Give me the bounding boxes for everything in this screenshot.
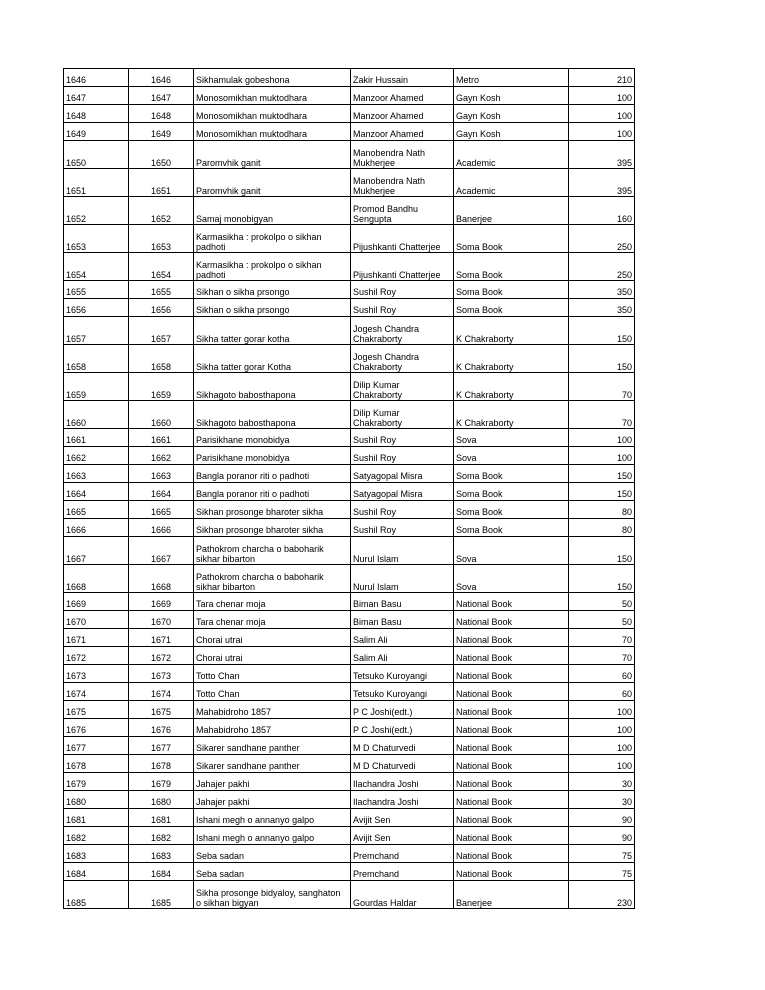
author-cell: Ilachandra Joshi xyxy=(351,791,454,809)
accession-number-cell: 1669 xyxy=(129,593,194,611)
serial-number-cell: 1656 xyxy=(64,299,129,317)
author-cell: Premchand xyxy=(351,863,454,881)
table-row xyxy=(64,755,635,773)
accession-number-cell: 1681 xyxy=(129,809,194,827)
accession-number-cell: 1648 xyxy=(129,105,194,123)
serial-number-cell: 1684 xyxy=(64,863,129,881)
serial-number-cell: 1677 xyxy=(64,737,129,755)
book-title-cell: Seba sadan xyxy=(194,845,351,863)
accession-number-cell: 1674 xyxy=(129,683,194,701)
book-title-cell: Parisikhane monobidya xyxy=(194,429,351,447)
price-cell: 70 xyxy=(569,647,635,665)
publisher-cell: Sova xyxy=(454,447,569,465)
accession-number-cell: 1679 xyxy=(129,773,194,791)
author-cell: Manzoor Ahamed xyxy=(351,87,454,105)
author-cell: Dilip Kumar Chakraborty xyxy=(351,373,454,401)
price-cell: 150 xyxy=(569,565,635,593)
author-cell: M D Chaturvedi xyxy=(351,737,454,755)
price-cell: 60 xyxy=(569,665,635,683)
accession-number-cell: 1677 xyxy=(129,737,194,755)
price-cell: 75 xyxy=(569,845,635,863)
book-title-cell: Jahajer pakhi xyxy=(194,773,351,791)
book-title-cell: Sikha tatter gorar kotha xyxy=(194,317,351,345)
accession-number-cell: 1676 xyxy=(129,719,194,737)
book-title-cell: Karmasikha : prokolpo o sikhan padhoti xyxy=(194,225,351,253)
serial-number-cell: 1676 xyxy=(64,719,129,737)
author-cell: Sushil Roy xyxy=(351,429,454,447)
author-cell: Avijit Sen xyxy=(351,809,454,827)
serial-number-cell: 1681 xyxy=(64,809,129,827)
price-cell: 90 xyxy=(569,827,635,845)
book-title-cell: Totto Chan xyxy=(194,683,351,701)
table-row xyxy=(64,737,635,755)
book-title-cell: Paromvhik ganit xyxy=(194,141,351,169)
price-cell: 150 xyxy=(569,345,635,373)
author-cell: Manzoor Ahamed xyxy=(351,105,454,123)
publisher-cell: National Book xyxy=(454,773,569,791)
table-row xyxy=(64,537,635,565)
price-cell: 50 xyxy=(569,593,635,611)
serial-number-cell: 1660 xyxy=(64,401,129,429)
author-cell: Satyagopal Misra xyxy=(351,465,454,483)
price-cell: 150 xyxy=(569,483,635,501)
author-cell: Satyagopal Misra xyxy=(351,483,454,501)
publisher-cell: National Book xyxy=(454,863,569,881)
table-row xyxy=(64,447,635,465)
publisher-cell: Soma Book xyxy=(454,253,569,281)
accession-number-cell: 1654 xyxy=(129,253,194,281)
book-title-cell: Sikhagoto babosthapona xyxy=(194,401,351,429)
book-title-cell: Paromvhik ganit xyxy=(194,169,351,197)
price-cell: 100 xyxy=(569,105,635,123)
accession-number-cell: 1661 xyxy=(129,429,194,447)
author-cell: Avijit Sen xyxy=(351,827,454,845)
table-row xyxy=(64,809,635,827)
accession-number-cell: 1668 xyxy=(129,565,194,593)
book-title-cell: Sikhan o sikha prsongo xyxy=(194,281,351,299)
publisher-cell: National Book xyxy=(454,629,569,647)
serial-number-cell: 1646 xyxy=(64,69,129,87)
publisher-cell: National Book xyxy=(454,755,569,773)
author-cell: Tetsuko Kuroyangi xyxy=(351,665,454,683)
publisher-cell: Gayn Kosh xyxy=(454,87,569,105)
author-cell: Biman Basu xyxy=(351,611,454,629)
publisher-cell: K Chakraborty xyxy=(454,373,569,401)
serial-number-cell: 1685 xyxy=(64,881,129,909)
publisher-cell: Soma Book xyxy=(454,465,569,483)
accession-number-cell: 1652 xyxy=(129,197,194,225)
author-cell: Premchand xyxy=(351,845,454,863)
accession-number-cell: 1665 xyxy=(129,501,194,519)
author-cell: P C Joshi(edt.) xyxy=(351,719,454,737)
book-title-cell: Mahabidroho 1857 xyxy=(194,719,351,737)
book-title-cell: Totto Chan xyxy=(194,665,351,683)
table-row xyxy=(64,429,635,447)
price-cell: 100 xyxy=(569,737,635,755)
table-row xyxy=(64,519,635,537)
author-cell: Tetsuko Kuroyangi xyxy=(351,683,454,701)
publisher-cell: Sova xyxy=(454,537,569,565)
register-body xyxy=(64,69,635,909)
price-cell: 100 xyxy=(569,87,635,105)
author-cell: M D Chaturvedi xyxy=(351,755,454,773)
table-row xyxy=(64,683,635,701)
price-cell: 100 xyxy=(569,447,635,465)
table-row xyxy=(64,719,635,737)
publisher-cell: Metro xyxy=(454,69,569,87)
price-cell: 395 xyxy=(569,169,635,197)
accession-number-cell: 1685 xyxy=(129,881,194,909)
book-title-cell: Bangla poranor riti o padhoti xyxy=(194,483,351,501)
publisher-cell: Soma Book xyxy=(454,281,569,299)
book-title-cell: Chorai utrai xyxy=(194,647,351,665)
price-cell: 150 xyxy=(569,317,635,345)
publisher-cell: National Book xyxy=(454,647,569,665)
table-row xyxy=(64,141,635,169)
price-cell: 350 xyxy=(569,281,635,299)
table-row xyxy=(64,87,635,105)
accession-number-cell: 1649 xyxy=(129,123,194,141)
table-row xyxy=(64,593,635,611)
book-title-cell: Ishani megh o annanyo galpo xyxy=(194,827,351,845)
price-cell: 250 xyxy=(569,225,635,253)
table-row xyxy=(64,197,635,225)
serial-number-cell: 1670 xyxy=(64,611,129,629)
publisher-cell: Soma Book xyxy=(454,299,569,317)
book-title-cell: Monosomikhan muktodhara xyxy=(194,123,351,141)
publisher-cell: Soma Book xyxy=(454,483,569,501)
price-cell: 250 xyxy=(569,253,635,281)
serial-number-cell: 1652 xyxy=(64,197,129,225)
price-cell: 70 xyxy=(569,401,635,429)
serial-number-cell: 1662 xyxy=(64,447,129,465)
table-row xyxy=(64,299,635,317)
book-title-cell: Sikha tatter gorar Kotha xyxy=(194,345,351,373)
book-title-cell: Tara chenar moja xyxy=(194,593,351,611)
accession-number-cell: 1667 xyxy=(129,537,194,565)
publisher-cell: K Chakraborty xyxy=(454,345,569,373)
book-title-cell: Sikarer sandhane panther xyxy=(194,737,351,755)
publisher-cell: National Book xyxy=(454,593,569,611)
serial-number-cell: 1665 xyxy=(64,501,129,519)
serial-number-cell: 1664 xyxy=(64,483,129,501)
table-row xyxy=(64,565,635,593)
table-row xyxy=(64,123,635,141)
book-title-cell: Tara chenar moja xyxy=(194,611,351,629)
table-row xyxy=(64,373,635,401)
publisher-cell: National Book xyxy=(454,845,569,863)
price-cell: 100 xyxy=(569,123,635,141)
author-cell: Dilip Kumar Chakraborty xyxy=(351,401,454,429)
publisher-cell: National Book xyxy=(454,701,569,719)
serial-number-cell: 1648 xyxy=(64,105,129,123)
accession-number-cell: 1664 xyxy=(129,483,194,501)
accession-number-cell: 1673 xyxy=(129,665,194,683)
author-cell: Nurul Islam xyxy=(351,565,454,593)
book-title-cell: Sikarer sandhane panther xyxy=(194,755,351,773)
publisher-cell: Soma Book xyxy=(454,519,569,537)
accession-number-cell: 1650 xyxy=(129,141,194,169)
publisher-cell: Sova xyxy=(454,429,569,447)
table-row xyxy=(64,665,635,683)
author-cell: Ilachandra Joshi xyxy=(351,773,454,791)
author-cell: Salim Ali xyxy=(351,629,454,647)
serial-number-cell: 1654 xyxy=(64,253,129,281)
book-title-cell: Pathokrom charcha o baboharik sikhar bibarton xyxy=(194,565,351,593)
book-title-cell: Pathokrom charcha o baboharik sikhar bibarton xyxy=(194,537,351,565)
author-cell: Promod Bandhu Sengupta xyxy=(351,197,454,225)
book-title-cell: Sikhan prosonge bharoter sikha xyxy=(194,519,351,537)
serial-number-cell: 1647 xyxy=(64,87,129,105)
publisher-cell: Gayn Kosh xyxy=(454,105,569,123)
table-row xyxy=(64,791,635,809)
price-cell: 100 xyxy=(569,755,635,773)
table-row xyxy=(64,863,635,881)
serial-number-cell: 1650 xyxy=(64,141,129,169)
publisher-cell: National Book xyxy=(454,827,569,845)
serial-number-cell: 1672 xyxy=(64,647,129,665)
accession-number-cell: 1658 xyxy=(129,345,194,373)
author-cell: Manobendra Nath Mukherjee xyxy=(351,141,454,169)
price-cell: 80 xyxy=(569,501,635,519)
table-row xyxy=(64,225,635,253)
accession-number-cell: 1666 xyxy=(129,519,194,537)
table-row xyxy=(64,483,635,501)
book-title-cell: Jahajer pakhi xyxy=(194,791,351,809)
serial-number-cell: 1678 xyxy=(64,755,129,773)
price-cell: 150 xyxy=(569,537,635,565)
serial-number-cell: 1666 xyxy=(64,519,129,537)
accession-number-cell: 1663 xyxy=(129,465,194,483)
publisher-cell: Academic xyxy=(454,141,569,169)
serial-number-cell: 1653 xyxy=(64,225,129,253)
table-row xyxy=(64,629,635,647)
price-cell: 395 xyxy=(569,141,635,169)
accession-number-cell: 1646 xyxy=(129,69,194,87)
table-row xyxy=(64,701,635,719)
publisher-cell: National Book xyxy=(454,719,569,737)
accession-number-cell: 1675 xyxy=(129,701,194,719)
table-row xyxy=(64,345,635,373)
author-cell: Jogesh Chandra Chakraborty xyxy=(351,345,454,373)
author-cell: Sushil Roy xyxy=(351,447,454,465)
author-cell: Manobendra Nath Mukherjee xyxy=(351,169,454,197)
table-row xyxy=(64,317,635,345)
accession-number-cell: 1655 xyxy=(129,281,194,299)
author-cell: P C Joshi(edt.) xyxy=(351,701,454,719)
table-row xyxy=(64,253,635,281)
book-title-cell: Sikhan o sikha prsongo xyxy=(194,299,351,317)
table-row xyxy=(64,611,635,629)
accession-number-cell: 1680 xyxy=(129,791,194,809)
book-title-cell: Parisikhane monobidya xyxy=(194,447,351,465)
author-cell: Sushil Roy xyxy=(351,501,454,519)
table-row xyxy=(64,169,635,197)
serial-number-cell: 1673 xyxy=(64,665,129,683)
price-cell: 70 xyxy=(569,629,635,647)
publisher-cell: Soma Book xyxy=(454,501,569,519)
price-cell: 80 xyxy=(569,519,635,537)
accession-number-cell: 1662 xyxy=(129,447,194,465)
serial-number-cell: 1671 xyxy=(64,629,129,647)
author-cell: Pijushkanti Chatterjee xyxy=(351,225,454,253)
author-cell: Sushil Roy xyxy=(351,519,454,537)
author-cell: Pijushkanti Chatterjee xyxy=(351,253,454,281)
accession-number-cell: 1651 xyxy=(129,169,194,197)
publisher-cell: Soma Book xyxy=(454,225,569,253)
serial-number-cell: 1659 xyxy=(64,373,129,401)
table-row xyxy=(64,401,635,429)
serial-number-cell: 1682 xyxy=(64,827,129,845)
publisher-cell: Gayn Kosh xyxy=(454,123,569,141)
serial-number-cell: 1655 xyxy=(64,281,129,299)
book-title-cell: Ishani megh o annanyo galpo xyxy=(194,809,351,827)
book-title-cell: Seba sadan xyxy=(194,863,351,881)
price-cell: 70 xyxy=(569,373,635,401)
serial-number-cell: 1649 xyxy=(64,123,129,141)
author-cell: Nurul Islam xyxy=(351,537,454,565)
price-cell: 100 xyxy=(569,719,635,737)
accession-number-cell: 1656 xyxy=(129,299,194,317)
table-row xyxy=(64,501,635,519)
accession-number-cell: 1659 xyxy=(129,373,194,401)
price-cell: 100 xyxy=(569,429,635,447)
serial-number-cell: 1683 xyxy=(64,845,129,863)
price-cell: 50 xyxy=(569,611,635,629)
serial-number-cell: 1657 xyxy=(64,317,129,345)
price-cell: 60 xyxy=(569,683,635,701)
accession-number-cell: 1672 xyxy=(129,647,194,665)
book-title-cell: Monosomikhan muktodhara xyxy=(194,87,351,105)
table-row xyxy=(64,845,635,863)
table-row xyxy=(64,773,635,791)
book-title-cell: Sikhamulak gobeshona xyxy=(194,69,351,87)
accession-number-cell: 1657 xyxy=(129,317,194,345)
publisher-cell: National Book xyxy=(454,791,569,809)
accession-number-cell: 1670 xyxy=(129,611,194,629)
price-cell: 160 xyxy=(569,197,635,225)
price-cell: 90 xyxy=(569,809,635,827)
price-cell: 75 xyxy=(569,863,635,881)
publisher-cell: Banerjee xyxy=(454,197,569,225)
book-title-cell: Mahabidroho 1857 xyxy=(194,701,351,719)
table-row xyxy=(64,69,635,87)
book-title-cell: Bangla poranor riti o padhoti xyxy=(194,465,351,483)
author-cell: Biman Basu xyxy=(351,593,454,611)
book-title-cell: Samaj monobigyan xyxy=(194,197,351,225)
price-cell: 210 xyxy=(569,69,635,87)
author-cell: Jogesh Chandra Chakraborty xyxy=(351,317,454,345)
publisher-cell: National Book xyxy=(454,809,569,827)
author-cell: Salim Ali xyxy=(351,647,454,665)
accession-number-cell: 1671 xyxy=(129,629,194,647)
price-cell: 100 xyxy=(569,701,635,719)
accession-number-cell: 1678 xyxy=(129,755,194,773)
book-title-cell: Sikhagoto babosthapona xyxy=(194,373,351,401)
publisher-cell: K Chakraborty xyxy=(454,401,569,429)
book-title-cell: Sikha prosonge bidyaloy, sanghaton o sikhan bigyan xyxy=(194,881,351,909)
accession-number-cell: 1653 xyxy=(129,225,194,253)
serial-number-cell: 1674 xyxy=(64,683,129,701)
accession-number-cell: 1647 xyxy=(129,87,194,105)
serial-number-cell: 1675 xyxy=(64,701,129,719)
book-register-table xyxy=(63,68,635,909)
table-row xyxy=(64,465,635,483)
publisher-cell: National Book xyxy=(454,665,569,683)
publisher-cell: National Book xyxy=(454,737,569,755)
price-cell: 150 xyxy=(569,465,635,483)
book-title-cell: Karmasikha : prokolpo o sikhan padhoti xyxy=(194,253,351,281)
author-cell: Sushil Roy xyxy=(351,299,454,317)
serial-number-cell: 1680 xyxy=(64,791,129,809)
price-cell: 230 xyxy=(569,881,635,909)
author-cell: Zakir Hussain xyxy=(351,69,454,87)
publisher-cell: National Book xyxy=(454,611,569,629)
book-title-cell: Monosomikhan muktodhara xyxy=(194,105,351,123)
price-cell: 350 xyxy=(569,299,635,317)
publisher-cell: Academic xyxy=(454,169,569,197)
table-row xyxy=(64,647,635,665)
serial-number-cell: 1661 xyxy=(64,429,129,447)
accession-number-cell: 1660 xyxy=(129,401,194,429)
price-cell: 30 xyxy=(569,791,635,809)
table-row xyxy=(64,105,635,123)
accession-number-cell: 1682 xyxy=(129,827,194,845)
serial-number-cell: 1679 xyxy=(64,773,129,791)
book-title-cell: Sikhan prosonge bharoter sikha xyxy=(194,501,351,519)
publisher-cell: National Book xyxy=(454,683,569,701)
author-cell: Sushil Roy xyxy=(351,281,454,299)
serial-number-cell: 1669 xyxy=(64,593,129,611)
book-register-sheet xyxy=(63,68,635,909)
serial-number-cell: 1658 xyxy=(64,345,129,373)
serial-number-cell: 1663 xyxy=(64,465,129,483)
serial-number-cell: 1668 xyxy=(64,565,129,593)
publisher-cell: Banerjee xyxy=(454,881,569,909)
publisher-cell: Sova xyxy=(454,565,569,593)
table-row xyxy=(64,881,635,909)
accession-number-cell: 1683 xyxy=(129,845,194,863)
author-cell: Manzoor Ahamed xyxy=(351,123,454,141)
publisher-cell: K Chakraborty xyxy=(454,317,569,345)
book-title-cell: Chorai utrai xyxy=(194,629,351,647)
accession-number-cell: 1684 xyxy=(129,863,194,881)
author-cell: Gourdas Haldar xyxy=(351,881,454,909)
serial-number-cell: 1651 xyxy=(64,169,129,197)
price-cell: 30 xyxy=(569,773,635,791)
table-row xyxy=(64,827,635,845)
serial-number-cell: 1667 xyxy=(64,537,129,565)
table-row xyxy=(64,281,635,299)
